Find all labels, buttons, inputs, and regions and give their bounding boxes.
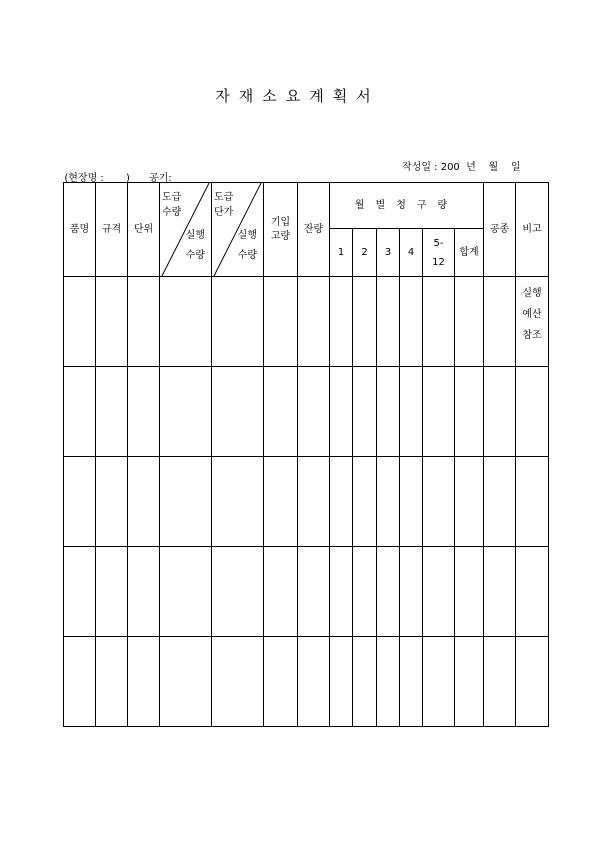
table-cell[interactable] <box>64 547 96 637</box>
material-plan-table <box>63 182 549 727</box>
site-name-label: (현장명 : ) <box>64 173 130 184</box>
table-cell[interactable] <box>353 457 377 547</box>
header-unit: 단위 <box>128 183 160 277</box>
header-month-2: 2 <box>353 229 377 277</box>
contract-price-bottom-label: 실행 수량 <box>237 230 257 261</box>
table-cell[interactable] <box>212 547 264 637</box>
table-cell[interactable] <box>160 637 212 727</box>
table-cell[interactable] <box>377 547 400 637</box>
table-cell[interactable] <box>455 547 484 637</box>
header-item-name: 품명 <box>64 183 96 277</box>
table-cell[interactable] <box>423 457 455 547</box>
table-cell[interactable] <box>160 457 212 547</box>
table-cell[interactable] <box>484 547 516 637</box>
document-title: 자재소요계획서 <box>215 87 380 105</box>
table-cell[interactable] <box>212 367 264 457</box>
table-cell[interactable] <box>377 457 400 547</box>
table-cell[interactable] <box>330 547 353 637</box>
table-cell[interactable] <box>128 277 160 367</box>
table-cell[interactable] <box>212 277 264 367</box>
remark-cell: 실행 예산 참조 <box>516 277 549 367</box>
table-cell[interactable] <box>128 367 160 457</box>
table-cell[interactable] <box>353 277 377 367</box>
contract-qty-top-label: 도급 수량 <box>162 192 182 218</box>
table-cell[interactable] <box>516 367 549 457</box>
table-row <box>64 457 549 547</box>
table-cell[interactable] <box>353 367 377 457</box>
header-left <box>58 158 172 184</box>
table-cell[interactable] <box>423 277 455 367</box>
table-row <box>64 547 549 637</box>
table-cell[interactable] <box>298 547 330 637</box>
table-cell[interactable] <box>298 277 330 367</box>
contract-qty-bottom-label: 실행 수량 <box>185 230 205 261</box>
table-cell[interactable] <box>160 547 212 637</box>
header-contract-price <box>212 183 264 277</box>
table-cell[interactable] <box>160 277 212 367</box>
table-cell[interactable] <box>160 367 212 457</box>
header-spec: 규격 <box>96 183 128 277</box>
table-cell[interactable] <box>484 457 516 547</box>
header-monthly-request: 월별청구량 <box>330 183 484 229</box>
table-cell[interactable] <box>330 457 353 547</box>
table-cell[interactable] <box>212 457 264 547</box>
header-month-3: 3 <box>377 229 400 277</box>
table-cell[interactable] <box>96 277 128 367</box>
table-cell[interactable] <box>455 457 484 547</box>
table-body <box>64 277 549 727</box>
table-cell[interactable] <box>64 457 96 547</box>
table-cell[interactable] <box>298 457 330 547</box>
table-cell[interactable] <box>353 637 377 727</box>
table-cell[interactable] <box>353 547 377 637</box>
table-cell[interactable] <box>400 367 423 457</box>
table-cell[interactable] <box>264 367 298 457</box>
table-cell[interactable] <box>377 277 400 367</box>
table-cell[interactable] <box>423 367 455 457</box>
table-cell[interactable] <box>423 637 455 727</box>
table-cell[interactable] <box>212 637 264 727</box>
table-cell[interactable] <box>264 637 298 727</box>
table-row <box>64 637 549 727</box>
table-cell[interactable] <box>484 277 516 367</box>
table-cell[interactable] <box>64 637 96 727</box>
table-row <box>64 277 549 367</box>
table-cell[interactable] <box>377 637 400 727</box>
table-row <box>64 367 549 457</box>
table-cell[interactable] <box>96 457 128 547</box>
header-month-4: 4 <box>400 229 423 277</box>
table-cell[interactable] <box>455 637 484 727</box>
table-cell[interactable] <box>96 547 128 637</box>
table-cell[interactable] <box>298 637 330 727</box>
header-remaining: 잔량 <box>298 183 330 277</box>
table-cell[interactable] <box>264 277 298 367</box>
table-cell[interactable] <box>330 637 353 727</box>
table-cell[interactable] <box>64 277 96 367</box>
table-cell[interactable] <box>128 637 160 727</box>
table-cell[interactable] <box>400 637 423 727</box>
table-cell[interactable] <box>484 367 516 457</box>
header-remarks: 비고 <box>516 183 549 277</box>
header-month-5-12: 5- 12 <box>423 229 455 277</box>
table-cell[interactable] <box>423 547 455 637</box>
table-cell[interactable] <box>298 367 330 457</box>
contract-price-top-label: 도급 단가 <box>214 192 234 218</box>
table-cell[interactable] <box>128 547 160 637</box>
header-process: 공종 <box>484 183 516 277</box>
table-cell[interactable] <box>400 547 423 637</box>
table-cell[interactable] <box>455 277 484 367</box>
date-label: 작성일 : 200 년 월 일 <box>402 162 521 173</box>
table-cell[interactable] <box>455 367 484 457</box>
table-cell[interactable] <box>96 637 128 727</box>
table-cell[interactable] <box>516 457 549 547</box>
header-month-1: 1 <box>330 229 353 277</box>
period-label: 공기: <box>149 173 172 184</box>
table-cell[interactable] <box>484 637 516 727</box>
table-cell[interactable] <box>96 367 128 457</box>
table-cell[interactable] <box>128 457 160 547</box>
table-cell[interactable] <box>330 277 353 367</box>
header-prev-stock: 기입 고량 <box>264 183 298 277</box>
table-cell[interactable] <box>64 367 96 457</box>
table-cell[interactable] <box>264 547 298 637</box>
header-contract-qty <box>160 183 212 277</box>
table-cell[interactable] <box>377 367 400 457</box>
table-cell[interactable] <box>400 277 423 367</box>
table-cell[interactable] <box>330 367 353 457</box>
table-cell[interactable] <box>400 457 423 547</box>
table-cell[interactable] <box>264 457 298 547</box>
table-cell[interactable] <box>516 547 549 637</box>
header-total: 합계 <box>455 229 484 277</box>
table-cell[interactable] <box>516 637 549 727</box>
